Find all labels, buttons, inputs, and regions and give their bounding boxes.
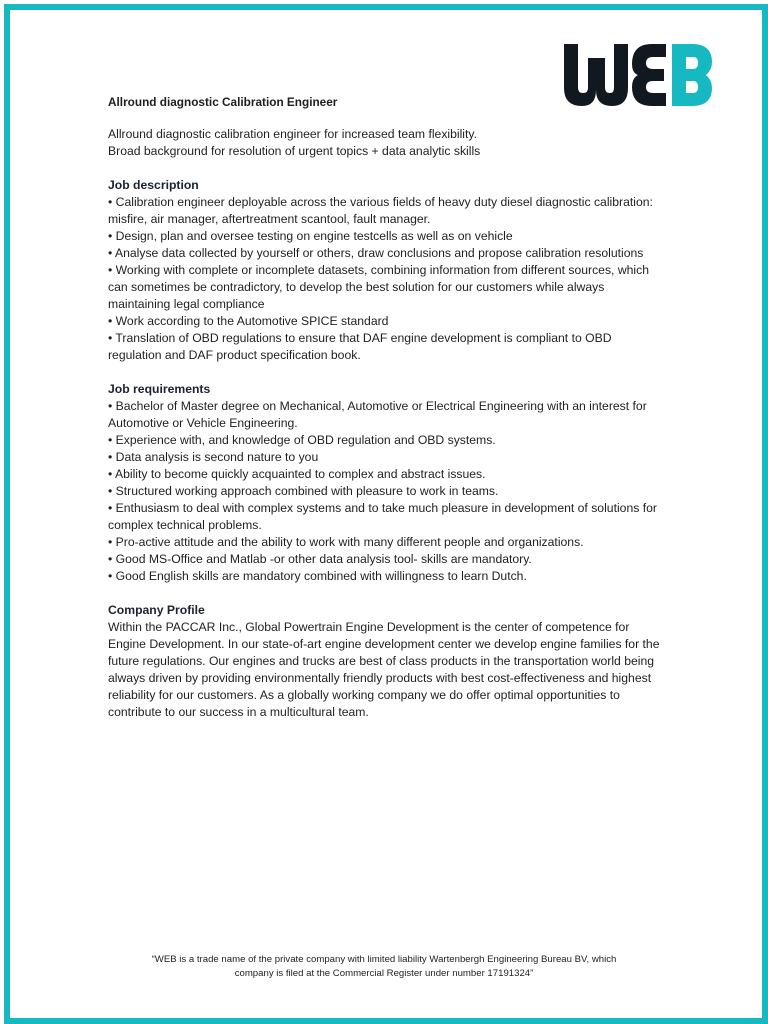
job-requirements-section bbox=[108, 381, 668, 585]
list-item: • Good MS-Office and Matlab -or other data analysis tool- skills are mandatory. bbox=[108, 552, 532, 566]
intro-paragraph bbox=[108, 126, 668, 160]
list-item: • Enthusiasm to deal with complex systems and to take much pleasure in development of solutions for complex technical problems. bbox=[108, 501, 661, 532]
list-item: • Ability to become quickly acquainted to complex and abstract issues. bbox=[108, 467, 486, 481]
list-item: • Structured working approach combined with pleasure to work in teams. bbox=[108, 484, 499, 498]
list-item: • Work according to the Automotive SPICE standard bbox=[108, 314, 389, 328]
footer-disclaimer bbox=[100, 953, 668, 981]
company-profile-section bbox=[108, 602, 668, 721]
list-item: • Design, plan and oversee testing on engine testcells as well as on vehicle bbox=[108, 229, 513, 243]
section-heading: Job description bbox=[108, 178, 199, 192]
page-title: Allround diagnostic Calibration Engineer bbox=[108, 95, 338, 109]
company-profile-text: Within the PACCAR Inc., Global Powertrain Engine Development is the center of competence for Engine Development. In our state-of-art engine development center we develop engine families for the future regulations. Our engines and trucks are best of class products in the transportation world being always driven by providing environmentally friendly products with best cost-effectiveness and highest reliability for our customers. As a globally working company we do offer optimal opportunities to contribute to our success in a multicultural team. bbox=[108, 620, 663, 719]
list-item: • Bachelor of Master degree on Mechanical, Automotive or Electrical Engineering with an interest for Automotive or Vehicle Engineering. bbox=[108, 399, 650, 430]
intro-line: Allround diagnostic calibration engineer for increased team flexibility. bbox=[108, 127, 477, 141]
list-item: • Analyse data collected by yourself or others, draw conclusions and propose calibration resolutions bbox=[108, 246, 644, 260]
list-item: • Working with complete or incomplete datasets, combining information from different sources, which can sometimes be contradictory, to develop the best solution for our customers while always maintaining legal compliance bbox=[108, 263, 653, 311]
list-item: • Experience with, and knowledge of OBD regulation and OBD systems. bbox=[108, 433, 496, 447]
footer-line: company is filed at the Commercial Register under number 17191324” bbox=[234, 968, 534, 979]
list-item: • Good English skills are mandatory combined with willingness to learn Dutch. bbox=[108, 569, 527, 583]
list-item: • Translation of OBD regulations to ensure that DAF engine development is compliant to OBD regulation and DAF product specification book. bbox=[108, 331, 615, 362]
list-item: • Pro-active attitude and the ability to work with many different people and organizations. bbox=[108, 535, 584, 549]
section-heading: Company Profile bbox=[108, 603, 205, 617]
job-description-section bbox=[108, 177, 668, 364]
intro-line: Broad background for resolution of urgent topics + data analytic skills bbox=[108, 144, 481, 158]
section-heading: Job requirements bbox=[108, 382, 211, 396]
job-posting bbox=[108, 94, 668, 738]
list-item: • Calibration engineer deployable across the various fields of heavy duty diesel diagnostic calibration: misfire, air manager, aftertreatment scantool, fault manager. bbox=[108, 195, 657, 226]
footer-line: “WEB is a trade name of the private company with limited liability Wartenbergh Engineering Bureau BV, which bbox=[151, 954, 617, 965]
list-item: • Data analysis is second nature to you bbox=[108, 450, 319, 464]
